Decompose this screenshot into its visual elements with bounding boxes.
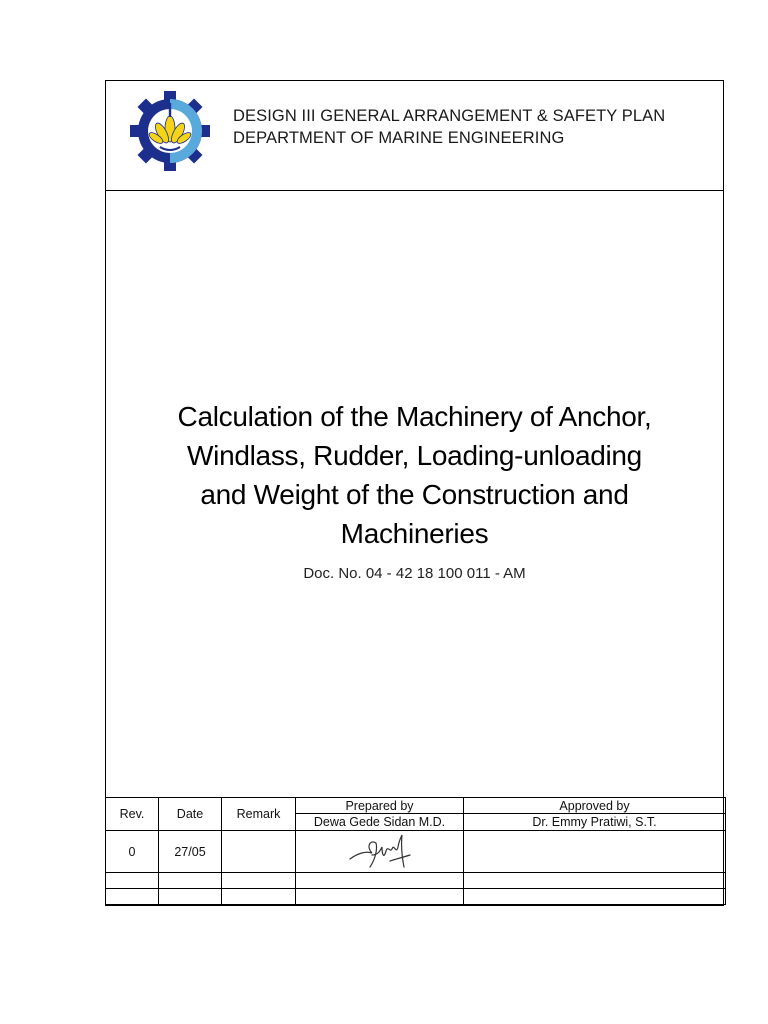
header-department: DEPARTMENT OF MARINE ENGINEERING — [233, 129, 565, 147]
handwritten-signature-icon — [346, 833, 414, 871]
approved-by-header: Approved by — [464, 798, 726, 814]
date-cell: 27/05 — [159, 831, 222, 873]
header-text — [233, 105, 665, 149]
approved-by-name: Dr. Emmy Pratiwi, S.T. — [464, 814, 726, 831]
rev-header: Rev. — [106, 798, 159, 831]
document-frame — [105, 80, 724, 906]
date-header: Date — [159, 798, 222, 831]
its-gear-lotus-logo-icon — [130, 91, 210, 171]
rev-cell: 0 — [106, 831, 159, 873]
table-row — [106, 831, 726, 873]
title-line: Calculation of the Machinery of Anchor, — [177, 401, 652, 432]
header-course-title: DESIGN III GENERAL ARRANGEMENT & SAFETY PLAN — [233, 107, 666, 125]
prepared-by-name: Dewa Gede Sidan M.D. — [296, 814, 464, 831]
title-block — [106, 397, 723, 582]
document-header — [106, 81, 723, 191]
remark-cell — [222, 831, 296, 873]
table-row — [106, 889, 726, 905]
prepared-signature-cell — [296, 831, 464, 873]
prepared-by-header: Prepared by — [296, 798, 464, 814]
table-row — [106, 873, 726, 889]
approved-signature-cell — [464, 831, 726, 873]
title-line: Machineries — [340, 518, 489, 549]
title-line: and Weight of the Construction and — [200, 479, 629, 510]
title-line: Windlass, Rudder, Loading-unloading — [187, 440, 642, 471]
revision-table — [105, 797, 726, 905]
document-number: Doc. No. 04 - 42 18 100 011 - AM — [303, 565, 526, 582]
document-title — [106, 397, 723, 553]
remark-header: Remark — [222, 798, 296, 831]
